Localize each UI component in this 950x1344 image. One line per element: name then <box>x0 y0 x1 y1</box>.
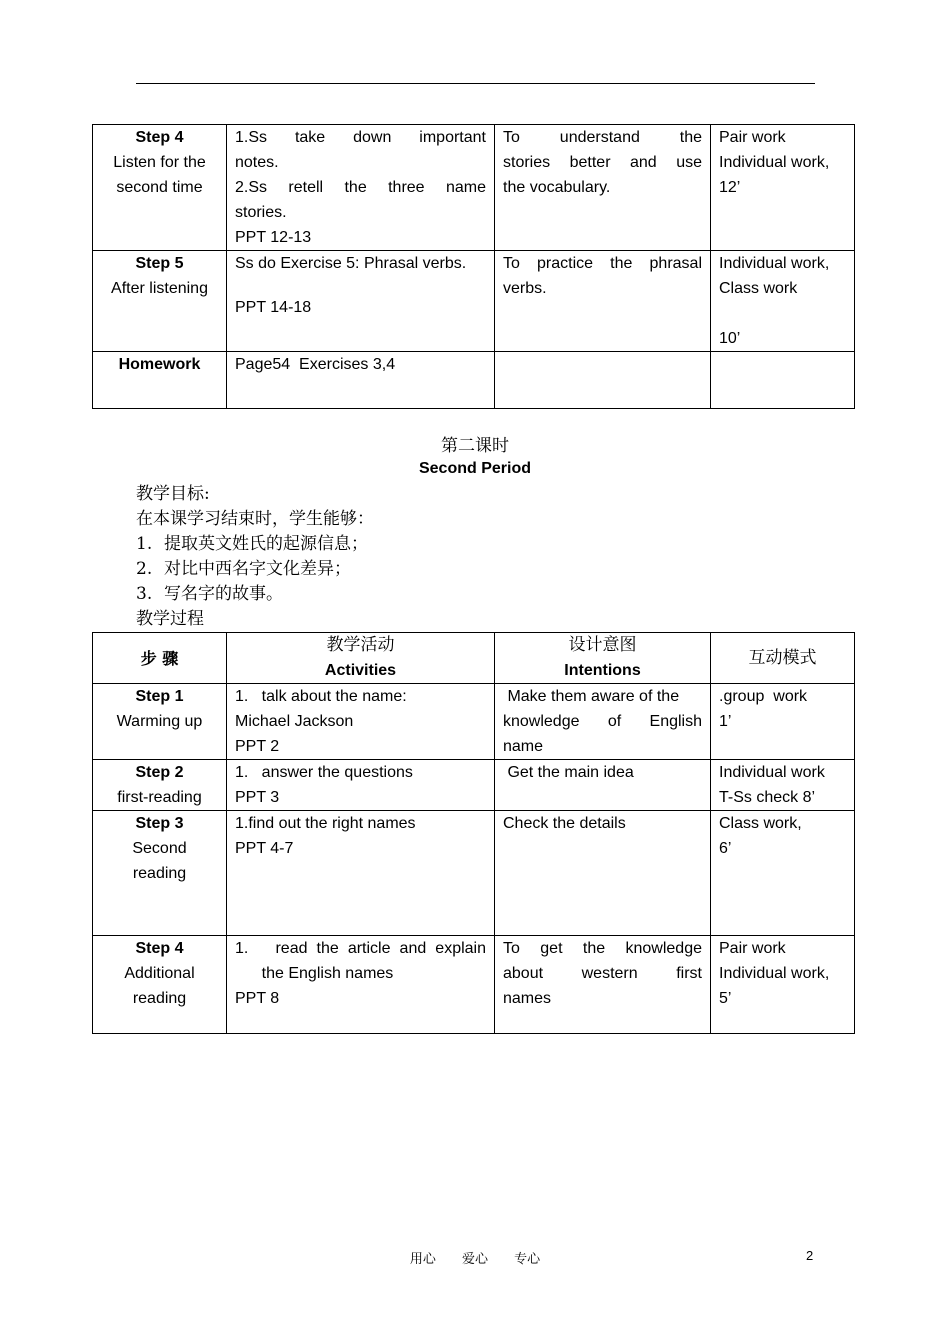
table-row <box>93 811 855 936</box>
activity-line: 1. answer the questions <box>235 764 413 781</box>
header-mode: 互动模式 <box>711 633 855 684</box>
activity-line: PPT 2 <box>235 738 280 755</box>
goal-text: 提取英文姓氏的起源信息； <box>164 534 368 554</box>
goal-number: 3. <box>136 584 153 604</box>
mode-cell <box>711 684 855 760</box>
activity-line: the English names <box>235 965 394 982</box>
step-subtitle: reading <box>132 865 187 882</box>
mode-cell <box>711 811 855 936</box>
step-title: Step 4 <box>135 129 184 146</box>
goal-number: 1. <box>136 534 153 554</box>
activity-line: 1. talk about the name: <box>235 688 407 705</box>
step-cell <box>93 251 227 352</box>
header-intentions <box>495 633 711 684</box>
intention-line: To practice the phrasal <box>503 255 702 272</box>
mode-line: Pair work <box>719 129 786 146</box>
step-subtitle: reading <box>132 990 187 1007</box>
goal-number: 2. <box>136 559 153 579</box>
lesson-table-first-period <box>92 124 855 409</box>
goal-item <box>136 582 374 607</box>
activity-line: PPT 14-18 <box>235 299 312 316</box>
mode-line: T-Ss check 8’ <box>719 789 816 806</box>
step-subtitle: Second <box>132 840 187 857</box>
header-rule <box>136 83 815 84</box>
intention-line: To get the knowledge <box>503 940 702 957</box>
mode-cell <box>711 251 855 352</box>
mode-line: 6’ <box>719 840 732 857</box>
activity-line: 1.find out the right names <box>235 815 416 832</box>
activity-line: Ss do Exercise 5: Phrasal verbs. <box>235 255 467 272</box>
mode-line: 1’ <box>719 713 732 730</box>
intentions-cell <box>495 936 711 1034</box>
table-row <box>93 125 855 251</box>
activity-line: 1. read the article and explain <box>235 940 486 957</box>
page-footer: 用心 爱心 专心 <box>409 1252 541 1267</box>
step-cell <box>93 684 227 760</box>
intentions-cell <box>495 760 711 811</box>
intention-line: Check the details <box>503 815 626 832</box>
step-subtitle: After listening <box>111 280 208 297</box>
section-title-en: Second Period <box>418 460 532 477</box>
activity-line <box>235 276 486 295</box>
table-row <box>93 684 855 760</box>
step-title: Step 3 <box>135 815 184 832</box>
step-subtitle: Listen for the <box>113 154 206 171</box>
step-subtitle: Additional <box>124 965 195 982</box>
activity-line: Page54 Exercises 3,4 <box>235 356 396 373</box>
step-title: Step 5 <box>135 255 184 272</box>
page-number: 2 <box>806 1248 814 1263</box>
mode-line: Class work, <box>719 815 802 832</box>
section-title-cn: 第二课时 <box>441 436 509 456</box>
activities-cell <box>227 936 495 1034</box>
activities-cell <box>227 684 495 760</box>
table-header-row <box>93 633 855 684</box>
step-subtitle: first-reading <box>117 789 202 806</box>
step-cell <box>93 811 227 936</box>
activity-line: Michael Jackson <box>235 713 354 730</box>
intention-line: Get the main idea <box>503 764 634 781</box>
intentions-cell <box>495 251 711 352</box>
mode-line <box>719 301 846 326</box>
mode-line: Class work <box>719 280 798 297</box>
intention-line: the vocabulary. <box>503 179 611 196</box>
step-title: Homework <box>118 356 201 373</box>
intentions-cell <box>495 811 711 936</box>
step-title: Step 1 <box>135 688 184 705</box>
mode-line: Individual work, <box>719 154 830 171</box>
goal-text: 对比中西名字文化差异； <box>164 559 351 579</box>
intention-line: To understand the <box>503 129 702 146</box>
step-cell <box>93 760 227 811</box>
mode-line: Individual work <box>719 764 825 781</box>
step-cell <box>93 936 227 1034</box>
intentions-cell <box>495 352 711 409</box>
activity-line: stories. <box>235 204 287 221</box>
activities-cell <box>227 251 495 352</box>
goal-text: 写名字的故事。 <box>164 584 283 604</box>
header-intentions-en: Intentions <box>564 662 641 679</box>
mode-cell <box>711 125 855 251</box>
step-cell <box>93 352 227 409</box>
header-activities-en: Activities <box>324 662 397 679</box>
activity-line: PPT 4-7 <box>235 840 294 857</box>
intention-line: name <box>503 738 544 755</box>
goal-item <box>136 557 374 582</box>
goals-intro: 在本课学习结束时，学生能够： <box>136 509 374 529</box>
step-title: Step 2 <box>135 764 184 781</box>
mode-cell <box>711 760 855 811</box>
step-title: Step 4 <box>135 940 184 957</box>
mode-cell <box>711 936 855 1034</box>
table-row <box>93 760 855 811</box>
goals-label: 教学目标: <box>136 484 210 504</box>
intention-line: verbs. <box>503 280 547 297</box>
activity-line: notes. <box>235 154 279 171</box>
table-row <box>93 936 855 1034</box>
lesson-table-second-period <box>92 632 855 1034</box>
mode-line: 10’ <box>719 330 741 347</box>
step-cell <box>93 125 227 251</box>
activities-cell <box>227 125 495 251</box>
mode-line: 12’ <box>719 179 741 196</box>
step-subtitle: Warming up <box>116 713 203 730</box>
activities-cell <box>227 760 495 811</box>
teaching-goals <box>136 482 374 632</box>
table-row <box>93 352 855 409</box>
intention-line: Make them aware of the <box>503 688 680 705</box>
intention-line: about western first <box>503 965 702 982</box>
intentions-cell <box>495 684 711 760</box>
mode-line: Individual work, <box>719 965 830 982</box>
intention-line: names <box>503 990 552 1007</box>
intention-line: stories better and use <box>503 154 702 171</box>
goal-item <box>136 532 374 557</box>
activity-line: 2.Ss retell the three name <box>235 179 486 196</box>
activity-line: PPT 3 <box>235 789 280 806</box>
mode-line: Pair work <box>719 940 786 957</box>
header-intentions-cn: 设计意图 <box>568 635 637 655</box>
intention-line: knowledge of English <box>503 713 702 730</box>
header-activities-cn: 教学活动 <box>326 635 395 655</box>
process-label: 教学过程 <box>136 609 204 629</box>
mode-line: Individual work, <box>719 255 830 272</box>
mode-line: .group work <box>719 688 808 705</box>
step-subtitle: second time <box>116 179 203 196</box>
mode-line: 5’ <box>719 990 732 1007</box>
header-activities <box>227 633 495 684</box>
activity-line: PPT 8 <box>235 990 280 1007</box>
table-row <box>93 251 855 352</box>
intentions-cell <box>495 125 711 251</box>
activities-cell <box>227 352 495 409</box>
activity-line: 1.Ss take down important <box>235 129 486 146</box>
header-step: 步 骤 <box>93 633 227 684</box>
mode-cell <box>711 352 855 409</box>
activities-cell <box>227 811 495 936</box>
activity-line: PPT 12-13 <box>235 229 312 246</box>
